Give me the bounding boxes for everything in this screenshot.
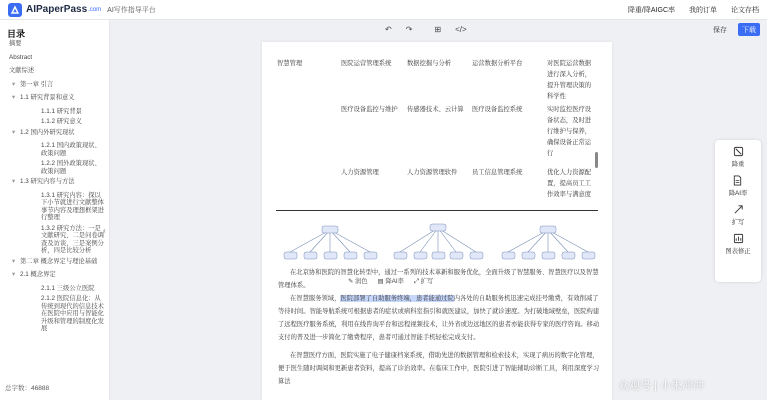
outline-list bbox=[0, 40, 109, 333]
table-cell: 人力资源管理软件 bbox=[407, 169, 458, 176]
reduce-ai-rate-button[interactable]: ▤ 降AI率 bbox=[377, 278, 404, 285]
editor-toolbar bbox=[385, 25, 467, 34]
paragraph[interactable]: 在智慧服务领域，医院部署了自助服务终端，患者能通过院内各处的自助服务机迅速完成挂号缴费，有效削减了等待时间。智能导航系统可根据患者的症状或病科室指引和就医建议，加快了就诊速度。为打破地域壁垒，医院构建了远程医疗服务系统，利用在线咨询平台和远程视频技术，让外省或边远地区的患者亦能获得专家的医疗咨询。移动支付的普及进一步简化了缴费程序，患者可通过智能手机轻松完成支付。 bbox=[278, 295, 600, 341]
table-icon[interactable]: ⊞ bbox=[434, 25, 442, 34]
chart-icon bbox=[733, 233, 744, 244]
document-page[interactable] bbox=[262, 42, 612, 400]
reduce-ai-rate-tool[interactable]: 降AI率 bbox=[729, 175, 748, 197]
outline-title: 目录 bbox=[7, 29, 26, 39]
document-ai-icon bbox=[732, 175, 743, 186]
outline-item-label: 第一章 引言 bbox=[20, 80, 54, 88]
outline-item-label: Abstract bbox=[9, 53, 33, 61]
outline-item-label: 2.1 概念界定 bbox=[20, 271, 56, 278]
table-cell: 医疗设备监控与维护 bbox=[341, 106, 398, 113]
outline-item[interactable] bbox=[0, 129, 109, 137]
chevron-down-icon[interactable]: ▾ bbox=[12, 128, 16, 136]
outline-item[interactable] bbox=[0, 160, 109, 175]
reduce-icon bbox=[733, 146, 744, 157]
paragraph[interactable]: 在北京协和医院的智慧化转型中，通过一系列的技术革新和服务优化，全面升级了智慧服务、智慧医疗以及智慧管理体系。 bbox=[278, 269, 599, 289]
expand-button[interactable]: ⤢ 扩写 bbox=[413, 278, 434, 285]
table-cell: 人力资源管理 bbox=[341, 169, 379, 176]
outline-item-label: 1.2 国内外研究现状 bbox=[20, 128, 75, 136]
brand-suffix: .com bbox=[88, 6, 102, 13]
outline-item-label: 1.1 研究背景和意义 bbox=[20, 94, 75, 101]
expand-tool[interactable]: 扩写 bbox=[732, 204, 745, 226]
document-scrollbar[interactable] bbox=[595, 152, 598, 168]
polish-button[interactable]: ✎ 润色 bbox=[348, 278, 368, 285]
outline-item[interactable] bbox=[0, 108, 109, 116]
selection-toolbar bbox=[348, 276, 433, 286]
outline-item-label: 2.1.2 医院信息化：从传统到现代的信息技术在医院中应用与智能化升级和管理的制度化发展 bbox=[41, 295, 104, 332]
chevron-down-icon[interactable]: ▾ bbox=[12, 271, 16, 278]
table-cell: 传感器技术、云计算 bbox=[407, 106, 464, 113]
chevron-down-icon[interactable]: ▾ bbox=[12, 257, 16, 265]
reduce-duplication-tool[interactable]: 降重 bbox=[732, 146, 745, 168]
word-count: 总字数：46888 bbox=[5, 385, 50, 392]
table-cell: 优化人力资源配置，提高员工工作效率与满意度 bbox=[547, 169, 592, 198]
brand-name[interactable]: AIPaperPass bbox=[26, 4, 88, 15]
table-cell: 智慧管理 bbox=[277, 60, 303, 67]
table-cell: 对医院运营数据进行深入分析，提升管理决策的科学性 bbox=[547, 60, 592, 100]
chevron-down-icon[interactable]: ▾ bbox=[12, 178, 16, 185]
outline-item-label: 1.3.2 研究方法：一是文献研究，二是问卷调查及访谈，三是案例分析，四是比较分析 bbox=[41, 224, 104, 254]
outline-item-label: 1.3 研究内容与方法 bbox=[20, 178, 75, 185]
table-bottom-rule bbox=[276, 210, 598, 211]
outline-item[interactable] bbox=[0, 67, 109, 75]
redo-icon[interactable]: ↷ bbox=[405, 25, 413, 34]
outline-item-label: 1.1.1 研究背景 bbox=[41, 107, 82, 115]
outline-item[interactable] bbox=[0, 81, 109, 89]
outline-item[interactable] bbox=[0, 178, 109, 186]
watermark: 众观号 | 小朱冲冲 bbox=[618, 380, 704, 392]
outline-sidebar bbox=[0, 20, 110, 400]
chevron-down-icon[interactable]: ▾ bbox=[12, 80, 16, 88]
undo-icon[interactable]: ↶ bbox=[385, 25, 392, 34]
logo-icon bbox=[8, 3, 22, 17]
outline-item[interactable] bbox=[0, 295, 109, 333]
outline-item-label: 文献综述 bbox=[9, 67, 35, 74]
paragraph[interactable]: 在智慧医疗方面，医院实施了电子健康档案系统，借助先进的数据管理和检索技术，实现了病历的数字化管理，便于医生随时调阅和更新患者资料，提高了诊治效率。在临床工作中，医院引进了智能辅助诊断工具，利用深度学习算法 bbox=[278, 352, 600, 385]
code-icon[interactable]: </> bbox=[455, 25, 467, 34]
outline-item-label: 2.1.1 三级公立医院 bbox=[41, 284, 95, 292]
outline-item-label: 摘要 bbox=[9, 40, 22, 47]
outline-item[interactable] bbox=[0, 225, 109, 255]
outline-item[interactable] bbox=[0, 40, 109, 48]
top-bar bbox=[0, 0, 767, 20]
outline-item[interactable] bbox=[0, 94, 109, 102]
expand-icon bbox=[733, 204, 744, 215]
nav-my-orders[interactable]: 我的订单 bbox=[689, 6, 717, 14]
table-cell: 运营数据分析平台 bbox=[472, 60, 523, 67]
outline-item[interactable] bbox=[0, 285, 109, 293]
outline-item[interactable] bbox=[0, 54, 109, 62]
outline-item[interactable] bbox=[0, 192, 109, 222]
collapse-sidebar-icon[interactable]: ‹ bbox=[103, 226, 106, 235]
outline-item[interactable] bbox=[0, 271, 109, 279]
table-cell: 员工信息管理系统 bbox=[472, 169, 523, 176]
outline-item-label: 1.2.2 国外政策现状、政策问题 bbox=[41, 160, 101, 175]
save-button[interactable]: 保存 bbox=[713, 27, 727, 34]
table-cell: 实时监控医疗设备状态，及时进行维护与保养，确保设备正常运行 bbox=[547, 106, 592, 157]
outline-item-label: 第二章 概念界定与理论基础 bbox=[20, 257, 98, 265]
download-button[interactable]: 下载 bbox=[738, 23, 760, 36]
outline-item-label: 1.1.2 研究意义 bbox=[41, 118, 82, 125]
mind-map-diagram bbox=[272, 222, 602, 270]
app-subtitle: AI写作指导平台 bbox=[107, 6, 156, 14]
outline-item[interactable] bbox=[0, 258, 109, 266]
nav-paper-archive[interactable]: 论文存档 bbox=[731, 6, 759, 14]
nav-reduce-aigc[interactable]: 降重/降AIGC率 bbox=[627, 6, 675, 14]
top-nav bbox=[628, 5, 759, 15]
table-cell: 医疗设备监控系统 bbox=[472, 106, 523, 113]
outline-item-label: 1.3.1 研究内容：探以下小节就进行文献整体事节内容及理想框架进行整理 bbox=[41, 191, 104, 221]
table-cell: 医院运营管理系统 bbox=[341, 60, 392, 67]
chevron-down-icon[interactable]: ▾ bbox=[12, 94, 16, 101]
outline-item[interactable] bbox=[0, 118, 109, 126]
side-tool-panel bbox=[715, 140, 761, 282]
outline-item-label: 1.2.1 国内政策现状、政策问题 bbox=[41, 142, 101, 157]
selected-text[interactable]: 医院部署了自助服务终端，患者能通过院 bbox=[340, 295, 454, 302]
chart-fix-tool[interactable]: 图表修正 bbox=[725, 233, 750, 255]
table-cell: 数据挖掘与分析 bbox=[407, 60, 452, 67]
outline-item[interactable] bbox=[0, 142, 109, 157]
